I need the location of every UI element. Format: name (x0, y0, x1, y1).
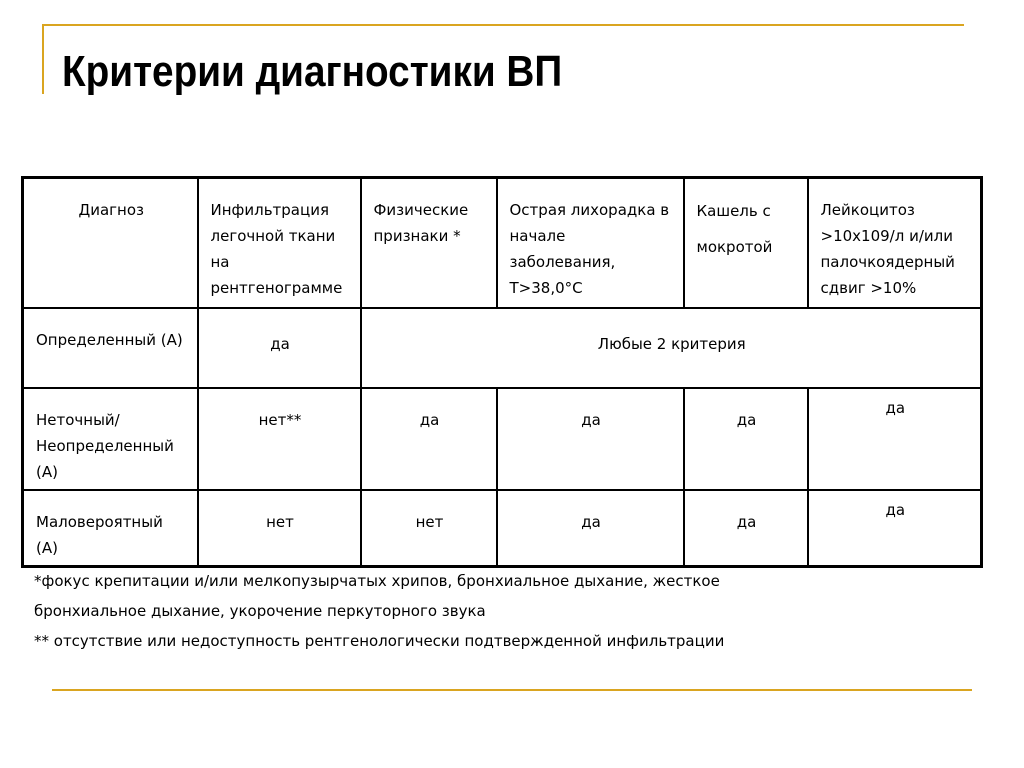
header-leukocytosis: Лейкоцитоз >10x109/л и/или палочкоядерный сдвиг >10% (808, 178, 982, 309)
title-accent-bar (42, 24, 44, 94)
merged-criteria-cell: Любые 2 критерия (361, 308, 982, 388)
leukocytosis-cell: да (808, 388, 982, 490)
infiltration-cell: да (198, 308, 361, 388)
leukocytosis-cell: да (808, 490, 982, 567)
table-header-row (23, 178, 982, 309)
diagnosis-cell: Определенный (А) (23, 308, 198, 388)
infiltration-cell: нет (198, 490, 361, 567)
cough-cell: да (684, 388, 808, 490)
diagnostic-criteria-table (21, 176, 983, 568)
footnotes (34, 566, 974, 656)
footnote-infiltration: ** отсутствие или недоступность рентгенологически подтвержденной инфильтрации (34, 632, 725, 650)
footnote-physical-signs-line2: бронхиальное дыхание, укорочение перкуторного звука (34, 602, 486, 620)
diagnosis-cell: Маловероятный (А) (23, 490, 198, 567)
header-physical-signs: Физические признаки * (361, 178, 497, 309)
footnote-physical-signs-line1: *фокус крепитации и/или мелкопузырчатых хрипов, бронхиальное дыхание, жесткое (34, 572, 720, 590)
table-row (23, 490, 982, 567)
infiltration-cell: нет** (198, 388, 361, 490)
slide-title: Критерии диагностики ВП (62, 47, 563, 96)
top-divider (44, 24, 964, 26)
header-fever: Острая лихорадка в начале заболевания, T>38,0°C (497, 178, 684, 309)
physical-signs-cell: нет (361, 490, 497, 567)
header-diagnosis: Диагноз (23, 178, 198, 309)
physical-signs-cell: да (361, 388, 497, 490)
header-infiltration: Инфильтрация легочной ткани на рентгенограмме (198, 178, 361, 309)
fever-cell: да (497, 388, 684, 490)
bottom-divider (52, 689, 972, 691)
header-cough: Кашель с мокротой (684, 178, 808, 309)
diagnosis-cell: Неточный/ Неопределенный (А) (23, 388, 198, 490)
cough-cell: да (684, 490, 808, 567)
fever-cell: да (497, 490, 684, 567)
table-row (23, 308, 982, 388)
table-row (23, 388, 982, 490)
